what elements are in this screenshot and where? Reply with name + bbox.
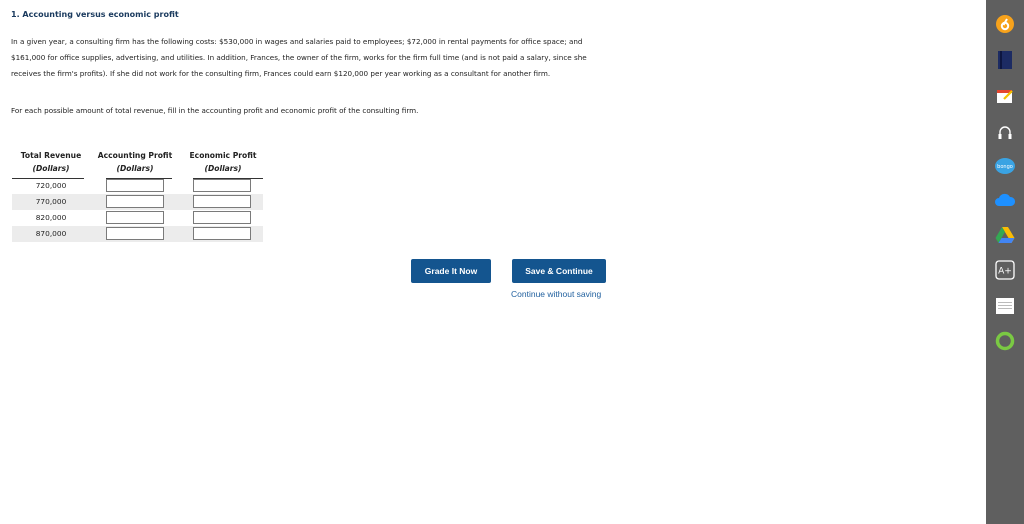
revenue-value: 870,000	[35, 229, 67, 238]
question-title: 1. Accounting versus economic profit	[11, 10, 179, 19]
continue-without-saving-link[interactable]: Continue without saving	[511, 289, 602, 299]
economic-profit-input[interactable]	[193, 211, 251, 224]
revenue-value: 770,000	[35, 197, 67, 206]
green-ring-icon[interactable]	[995, 331, 1015, 351]
document-icon[interactable]	[995, 296, 1015, 316]
grade-it-now-button[interactable]: Grade It Now	[411, 259, 491, 283]
revenue-value: 820,000	[35, 213, 67, 222]
economic-profit-input[interactable]	[193, 179, 251, 192]
table-row	[12, 194, 263, 210]
save-and-continue-button[interactable]: Save & Continue	[512, 259, 606, 283]
notepad-icon[interactable]	[995, 86, 1015, 106]
drive-icon[interactable]	[995, 225, 1015, 245]
question-paragraph: In a given year, a consulting firm has the following costs: $530,000 in wages and salaries paid to employees; $72,000 in rental payments for office space; and $161,000 for office supplies, advertising, and utilities. In addition, Frances, the owner of the firm, works for the firm full time (and is not paid a salary, since she receives the firm's profits). If she did not work for the consulting firm, Frances could earn $120,000 per year working as a consultant for another firm.	[11, 37, 587, 79]
blue-book-icon[interactable]	[995, 50, 1015, 70]
aplus-icon[interactable]	[995, 260, 1015, 280]
aplus-icon-label: A+	[998, 266, 1012, 277]
economic-profit-input[interactable]	[193, 195, 251, 208]
economic-profit-input[interactable]	[193, 227, 251, 240]
header-economic-profit: Economic Profit	[189, 151, 257, 160]
accounting-profit-input[interactable]	[106, 211, 164, 224]
revenue-value: 720,000	[35, 181, 67, 190]
bongo-icon-label: bongo	[997, 164, 1013, 170]
extension-rail	[986, 0, 1024, 524]
cloud-icon[interactable]	[995, 190, 1015, 210]
header-accounting-profit: Accounting Profit	[97, 151, 173, 160]
unit-accounting-profit: (Dollars)	[116, 164, 154, 173]
accounting-profit-input[interactable]	[106, 179, 164, 192]
accounting-profit-input[interactable]	[106, 227, 164, 240]
table-row	[12, 178, 263, 194]
unit-economic-profit: (Dollars)	[204, 164, 242, 173]
orange-circle-icon[interactable]	[995, 14, 1015, 34]
table-row	[12, 210, 263, 226]
unit-total-revenue: (Dollars)	[32, 164, 70, 173]
table-row	[12, 226, 263, 242]
headphones-icon[interactable]	[995, 122, 1015, 142]
accounting-profit-input[interactable]	[106, 195, 164, 208]
header-total-revenue: Total Revenue	[20, 151, 82, 160]
question-instruction: For each possible amount of total revenue, fill in the accounting profit and economic profit of the consulting firm.	[11, 106, 419, 115]
bongo-icon[interactable]	[994, 156, 1016, 176]
